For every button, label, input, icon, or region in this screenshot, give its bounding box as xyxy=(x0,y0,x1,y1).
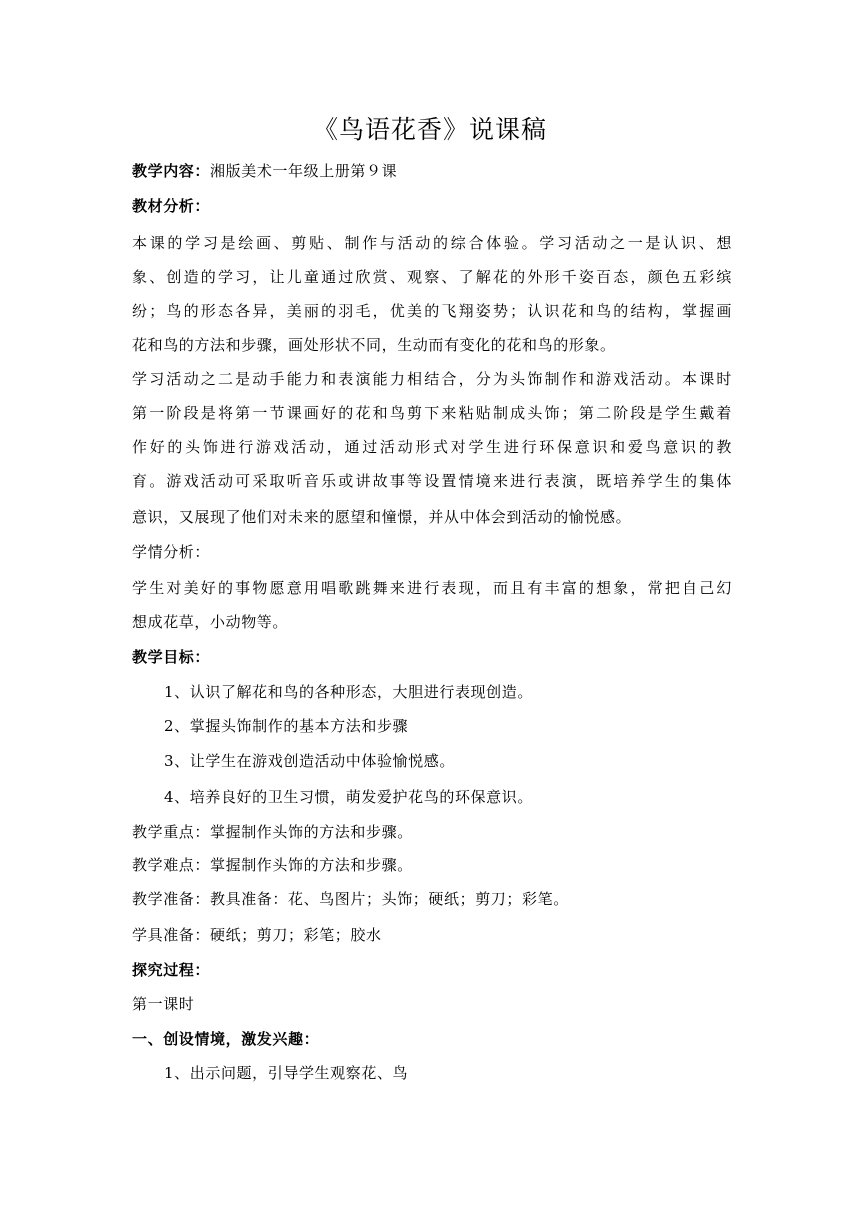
document-title: 《鸟语花香》说课稿 xyxy=(312,115,547,144)
step-one-item-1: 1、出示问题，引导学生观察花、鸟 xyxy=(164,1064,409,1082)
student-analysis-line-1: 学生对美好的事物愿意用唱歌跳舞来进行表现，而且有丰富的想象，常把自己幻 xyxy=(132,579,732,597)
student-analysis-line-2: 想成花草，小动物等。 xyxy=(132,613,289,631)
analysis-p2-line-5: 意识，又展现了他们对未来的愿望和憧憬，并从中体会到活动的愉悦感。 xyxy=(132,508,632,526)
analysis-p2-line-2: 第一阶段是将第一节课画好的花和鸟剪下来粘贴制成头饰；第二阶段是学生戴着 xyxy=(132,404,732,422)
process-heading: 探究过程： xyxy=(132,961,211,979)
analysis-p1-line-4: 花和鸟的方法和步骤，画处形状不同，生动而有变化的花和鸟的形象。 xyxy=(132,336,616,354)
teaching-content-value: 湘版美术一年级上册第９课 xyxy=(210,162,398,180)
analysis-p1-line-3: 纷；鸟的形态各异，美丽的羽毛，优美的飞翔姿势；认识花和鸟的结构，掌握画 xyxy=(132,302,732,320)
student-analysis-heading: 学情分析： xyxy=(132,543,211,561)
material-analysis-heading: 教材分析： xyxy=(132,197,211,215)
teaching-goals-heading: 教学目标： xyxy=(132,648,211,666)
key-point-line: 教学重点：掌握制作头饰的方法和步骤。 xyxy=(132,823,413,841)
difficulty-line: 教学难点：掌握制作头饰的方法和步骤。 xyxy=(132,856,413,874)
lesson-one-line: 第一课时 xyxy=(132,995,195,1013)
goal-item-4: 4、培养良好的卫生习惯，萌发爱护花鸟的环保意识。 xyxy=(164,788,533,806)
step-one-heading: 一、创设情境，激发兴趣： xyxy=(132,1030,320,1048)
analysis-p2-line-1: 学习活动之二是动手能力和表演能力相结合，分为头饰制作和游戏活动。本课时 xyxy=(132,370,732,388)
analysis-p2-line-3: 作好的头饰进行游戏活动，通过活动形式对学生进行环保意识和爱鸟意识的教 xyxy=(132,438,732,456)
teaching-content-line xyxy=(132,160,732,182)
analysis-p1-line-1: 本课的学习是绘画、剪贴、制作与活动的综合体验。学习活动之一是认识、想 xyxy=(132,234,732,252)
goal-item-1: 1、认识了解花和鸟的各种形态，大胆进行表现创造。 xyxy=(164,683,533,701)
student-prep-line: 学具准备：硬纸；剪刀；彩笔；胶水 xyxy=(132,926,382,944)
analysis-p2-line-4: 育。游戏活动可采取听音乐或讲故事等设置情境来进行表演，既培养学生的集体 xyxy=(132,472,732,490)
teacher-prep-line: 教学准备：教具准备：花、鸟图片；头饰；硬纸；剪刀；彩笔。 xyxy=(132,890,569,908)
teaching-content-label: 教学内容： xyxy=(132,162,211,180)
goal-item-2: 2、掌握头饰制作的基本方法和步骤 xyxy=(164,717,409,735)
analysis-p1-line-2: 象、创造的学习，让儿童通过欣赏、观察、了解花的外形千姿百态，颜色五彩缤 xyxy=(132,268,732,286)
goal-item-3: 3、让学生在游戏创造活动中体验愉悦感。 xyxy=(164,752,455,770)
